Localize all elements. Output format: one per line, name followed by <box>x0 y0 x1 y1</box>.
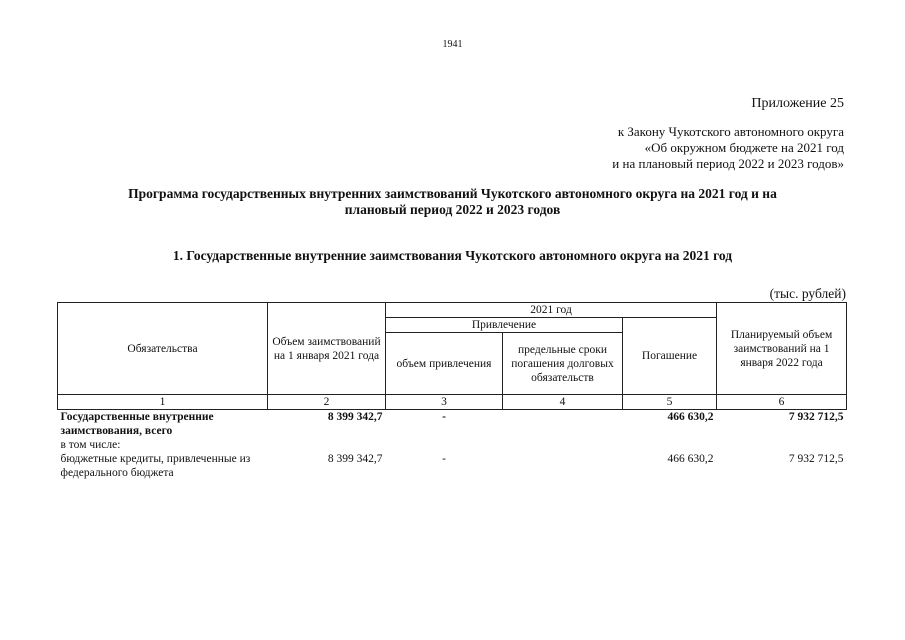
header-repayment: Погашение <box>623 318 717 395</box>
header-year: 2021 год <box>386 303 717 318</box>
cell-planned-volume: 7 932 712,5 <box>788 411 844 423</box>
cell-planned-volume <box>717 438 847 452</box>
cell-volume-start: 8 399 342,7 <box>327 453 383 465</box>
cell-repayment-terms <box>503 410 623 439</box>
cell-repayment-terms <box>503 452 623 480</box>
cell-planned-volume: 7 932 712,5 <box>788 453 844 465</box>
row-name: бюджетные кредиты, привлеченные из федерального бюджета <box>60 453 251 479</box>
law-reference-line: к Закону Чукотского автономного округа <box>617 124 844 139</box>
row-name: Государственные внутренние заимствования, всего <box>60 411 214 437</box>
column-number: 5 <box>623 395 717 410</box>
units-label: (тыс. рублей) <box>769 286 846 301</box>
document-title-line: плановый период 2022 и 2023 годов <box>344 202 561 217</box>
header-attraction-volume: объем привлечения <box>386 333 503 395</box>
cell-attraction-volume: - <box>442 453 446 465</box>
header-planned-volume: Планируемый объем заимствований на 1 января 2022 года <box>717 303 847 395</box>
header-repayment-terms: предельные сроки погашения долговых обязательств <box>503 333 623 395</box>
cell-attraction-volume <box>386 438 503 452</box>
cell-repayment-terms <box>503 438 623 452</box>
borrowings-table <box>57 302 847 480</box>
column-number: 6 <box>717 395 847 410</box>
column-number: 2 <box>268 395 386 410</box>
column-number: 3 <box>386 395 503 410</box>
column-number: 1 <box>58 395 268 410</box>
document-title <box>60 186 845 218</box>
cell-volume-start: 8 399 342,7 <box>327 411 383 423</box>
column-number: 4 <box>503 395 623 410</box>
cell-volume-start <box>268 438 386 452</box>
law-reference-line: и на плановый период 2022 и 2023 годов» <box>612 156 844 171</box>
header-volume-start: Объем заимствований на 1 января 2021 года <box>268 303 386 395</box>
header-obligations: Обязательства <box>58 303 268 395</box>
cell-attraction-volume: - <box>442 411 446 423</box>
cell-repayment: 466 630,2 <box>667 411 714 423</box>
appendix-label: Приложение 25 <box>751 96 844 111</box>
header-attraction: Привлечение <box>386 318 623 333</box>
table-row <box>58 410 847 439</box>
section-title: 1. Государственные внутренние заимствования Чукотского автономного округа на 2021 год <box>172 248 733 263</box>
table-row <box>58 452 847 480</box>
law-reference-line: «Об окружном бюджете на 2021 год <box>644 140 844 155</box>
document-title-line: Программа государственных внутренних заимствований Чукотского автономного округа на 2021 год и на <box>128 186 777 201</box>
law-reference <box>612 124 844 172</box>
row-name: в том числе: <box>60 439 121 451</box>
cell-repayment: 466 630,2 <box>667 453 714 465</box>
page-number: 1941 <box>442 39 463 50</box>
table-row <box>58 438 847 452</box>
cell-repayment <box>623 438 717 452</box>
